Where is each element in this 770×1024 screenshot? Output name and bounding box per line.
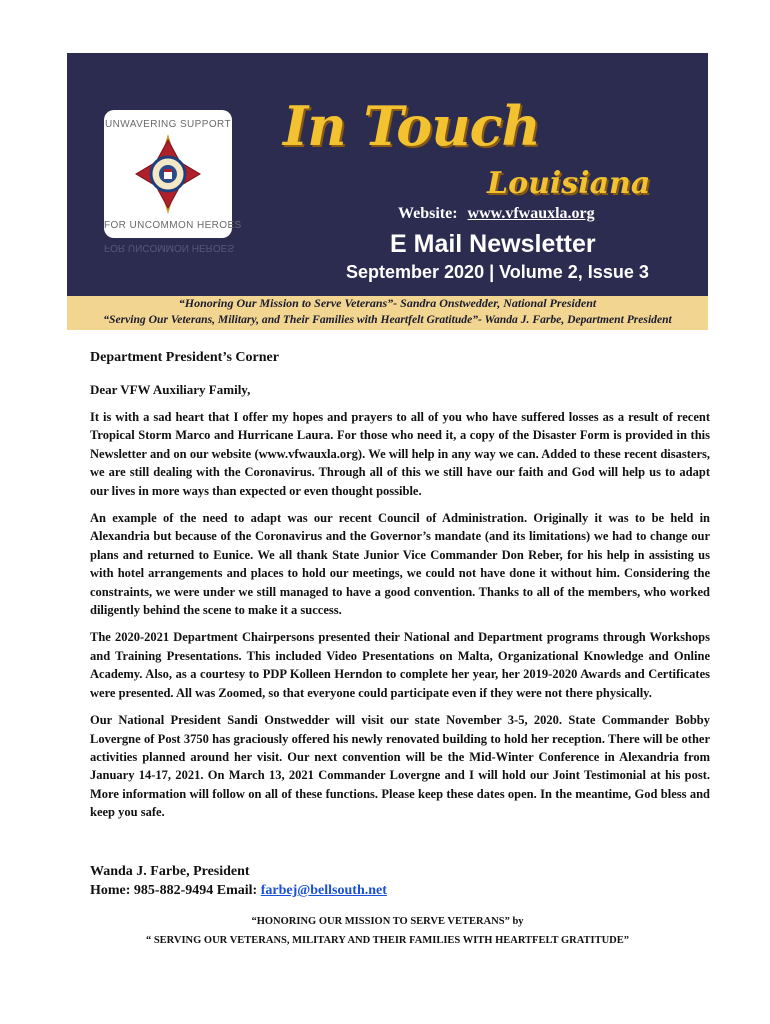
paragraph: The 2020-2021 Department Chairpersons presented their National and Department programs through Workshops and Training Presentations. This included Video Presentations on Malta, Organizational Knowledge and Online Academy. Also, as a courtesy to PDP Kolleen Herndon to complete her year, her 2019-2020 Awards and Certificates were presented. All was Zoomed, so that everyone could participate even if they were not there physically. [90,630,710,700]
footer-mottos [67,915,708,949]
website-line [398,205,595,223]
newsletter-subtitle: Louisiana [487,166,651,201]
footer-line-1: “HONORING OUR MISSION TO SERVE VETERANS” by [251,916,524,927]
signature-name: Wanda J. Farbe, President [90,864,250,879]
website-link[interactable]: www.vfwauxla.org [467,205,595,222]
national-president-motto: “Honoring Our Mission to Serve Veterans”- Sandra Onstwedder, National President [178,296,597,310]
department-president-motto: “Serving Our Veterans, Military, and Their Families with Heartfelt Gratitude”- Wanda J. Farbe, Department President [103,313,672,326]
emblem-reflection: FOR UNCOMMON HEROES [104,242,234,253]
signature-block [90,862,387,900]
website-label: Website: [398,205,458,222]
email-link[interactable]: farbej@bellsouth.net [260,883,387,898]
newsletter-type: E Mail Newsletter [390,230,596,258]
signature-contact [90,881,387,900]
paragraph: Our National President Sandi Onstwedder will visit our state November 3-5, 2020. State Commander Bobby Lovergne of Post 3750 has graciously offered his newly renovated building to hold her reception. There will be other activities planned around her visit. Our next convention will be the Mid-Winter Conference in Alexandria from January 14-17, 2021. On March 13, 2021 Commander Lovergne and I will hold our Joint Testimonial at his post. More information will follow on all of these functions. Please keep these dates open. In the meantime, God bless and keep you safe. [90,713,710,820]
vfw-auxiliary-emblem [104,110,242,238]
emblem-bottom-text: FOR UNCOMMON HEROES [104,220,242,231]
section-heading: Department President’s Corner [90,350,279,365]
paragraph: An example of the need to adapt was our recent Council of Administration. Originally it was to be held in Alexandria but because of the Coronavirus and the Governor’s mandate (and its limitations) we had to change our plans and returned to Eunice. We all thank State Junior Vice Commander Don Reber, for his help in assisting us with hotel arrangements and places to hold our meetings, we could not have done it without him. Considering the constraints, we were under we still managed to have a good convention. Thanks to all of the members, who worked diligently behind the scene to make it a success. [90,511,710,618]
vfw-cross-icon [134,132,202,216]
motto-banner [67,296,708,330]
paragraph: It is with a sad heart that I offer my hopes and prayers to all of you who have suffered losses as a result of recent Tropical Storm Marco and Hurricane Laura. For those who need it, a copy of the Disaster Form is provided in this Newsletter and on our website (www.vfwauxla.org). We will help in any way we can. Added to these recent disasters, we are still dealing with the Coronavirus. Through all of this we still have our faith and God will help us to adapt our lives in more ways than expected or even thought possible. [90,410,710,498]
footer-line-2: “ SERVING OUR VETERANS, MILITARY AND THEIR FAMILIES WITH HEARTFELT GRATITUDE” [145,935,630,946]
article-body [90,350,710,822]
issue-info: September 2020 | Volume 2, Issue 3 [346,262,649,282]
salutation: Dear VFW Auxiliary Family, [90,382,251,397]
emblem-top-text: UNWAVERING SUPPORT [105,119,231,130]
newsletter-title: In Touch [283,94,540,158]
contact-label: Home: 985-882-9494 Email: [90,883,258,898]
